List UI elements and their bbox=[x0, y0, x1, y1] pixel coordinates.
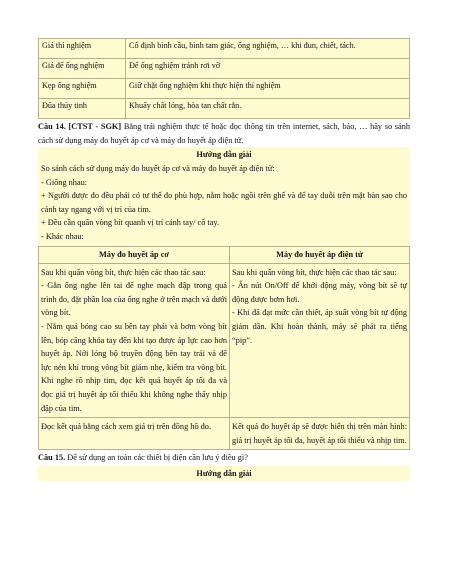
cell-line: Kết quả đo huyết áp sẽ được hiển thị trên màn hình: giá trị huyết áp tối đa, huyết áp tối thiểu và nhịp tim. bbox=[232, 422, 407, 445]
electronic-cell bbox=[230, 418, 410, 450]
equipment-table bbox=[38, 38, 410, 119]
cell-line: - Khi đã đạt mức cần thiết, áp suất vòng bít tự động giảm dần. Khi hoàn thành, máy sẽ phát ra tiếng “pip”. bbox=[232, 308, 407, 345]
cell-line: - Gắn ống nghe lên tai để nghe mạch đập trong quá trình đo, đặt phần loa của ống nghe ở trên mạch và dưới vòng bít. bbox=[41, 281, 227, 318]
answer-15-title: Hướng dẫn giải bbox=[196, 468, 252, 478]
header-electronic: Máy đo huyết áp điện tử bbox=[230, 246, 410, 263]
answer-line: - Giống nhau: bbox=[41, 177, 88, 187]
cell-line: Đọc kết quả bằng cách xem giá trị trên đồng hồ đo. bbox=[41, 422, 212, 432]
answer-15-box bbox=[38, 466, 410, 481]
cell-line: - Nắm quả bóng cao su bên tay phải và bơm vòng bít lên, bóp căng khóa tay đến khi tạo được áp lực cao hơn huyết áp. Nới lỏng bộ truyền động bên tay trái và để lực nén khí trong vòng bít giảm nhẹ, kiểm tra vòng bít. Khi nghe rõ nhịp tim, đọc kết quả huyết áp tối đa và đọc giá trị huyết áp tối thiểu khi không nghe thấy nhịp đập của tim. bbox=[41, 321, 227, 413]
equipment-name: Giá thí nghiệm bbox=[39, 39, 126, 59]
question-14-label: Câu 14. [CTST - SGK] bbox=[38, 122, 122, 131]
answer-14-title: Hướng dẫn giải bbox=[196, 150, 252, 159]
comparison-header-row bbox=[39, 246, 410, 263]
equipment-row bbox=[39, 39, 410, 59]
electronic-cell bbox=[230, 263, 410, 418]
equipment-row bbox=[39, 59, 410, 79]
comparison-row bbox=[39, 418, 410, 450]
equipment-use: Khuấy chất lỏng, hòa tan chất rắn. bbox=[126, 99, 410, 119]
answer-line: + Người được đo đều phải có tư thế đo phù hợp, nằm hoặc ngồi trên ghế và để tay duỗi trên mặt bàn sao cho cánh tay ngang với vị trí của tim. bbox=[41, 191, 407, 214]
equipment-name: Kẹp ống nghiệm bbox=[39, 79, 126, 99]
question-15-text: Để sử dụng an toàn các thiết bị điện cần lưu ý điều gì? bbox=[65, 453, 248, 463]
answer-line: So sánh cách sử dụng máy đo huyết áp cơ và máy đo huyết áp điện tử: bbox=[41, 164, 275, 173]
equipment-name: Giá để ống nghiệm bbox=[39, 59, 126, 79]
mechanical-cell bbox=[39, 263, 230, 418]
equipment-name: Đũa thủy tinh bbox=[39, 99, 126, 119]
equipment-row bbox=[39, 99, 410, 119]
answer-line: + Đều cần quấn vòng bít quanh vị trí cánh tay/ cổ tay. bbox=[41, 218, 220, 228]
cell-line: Sau khi quấn vòng bít, thực hiện các thao tác sau: bbox=[41, 267, 206, 277]
cell-line: Sau khi quấn vòng bít, thực hiện các thao tác sau: bbox=[232, 267, 397, 277]
comparison-table bbox=[38, 246, 410, 451]
answer-14-box bbox=[38, 147, 410, 246]
question-14-text: Bằng trải nghiệm thực tế hoặc đọc thông tin trên internet, sách, báo, … hãy so sánh cách sử dụng máy đo huyết áp cơ và máy đo huyết áp điện tử. bbox=[38, 122, 410, 145]
equipment-use: Giữ chặt ống nghiệm khi thực hiện thí nghiệm bbox=[126, 79, 410, 99]
question-15 bbox=[38, 451, 410, 465]
answer-line: - Khác nhau: bbox=[41, 231, 84, 241]
mechanical-cell bbox=[39, 418, 230, 450]
comparison-row bbox=[39, 263, 410, 418]
equipment-use: Cố định bình cầu, bình tam giác, ống nghiệm, … khi đun, chiết, tách. bbox=[126, 39, 410, 59]
equipment-row bbox=[39, 79, 410, 99]
header-mechanical: Máy đo huyết áp cơ bbox=[39, 246, 230, 263]
equipment-use: Để ống nghiệm tránh rơi vỡ bbox=[126, 59, 410, 79]
question-14 bbox=[38, 120, 410, 147]
cell-line: - Ấn nút On/Off để khởi động máy, vòng bít sẽ tự động được bơm hơi. bbox=[232, 281, 407, 304]
page-content bbox=[38, 38, 410, 481]
question-15-label: Câu 15. bbox=[38, 453, 66, 463]
